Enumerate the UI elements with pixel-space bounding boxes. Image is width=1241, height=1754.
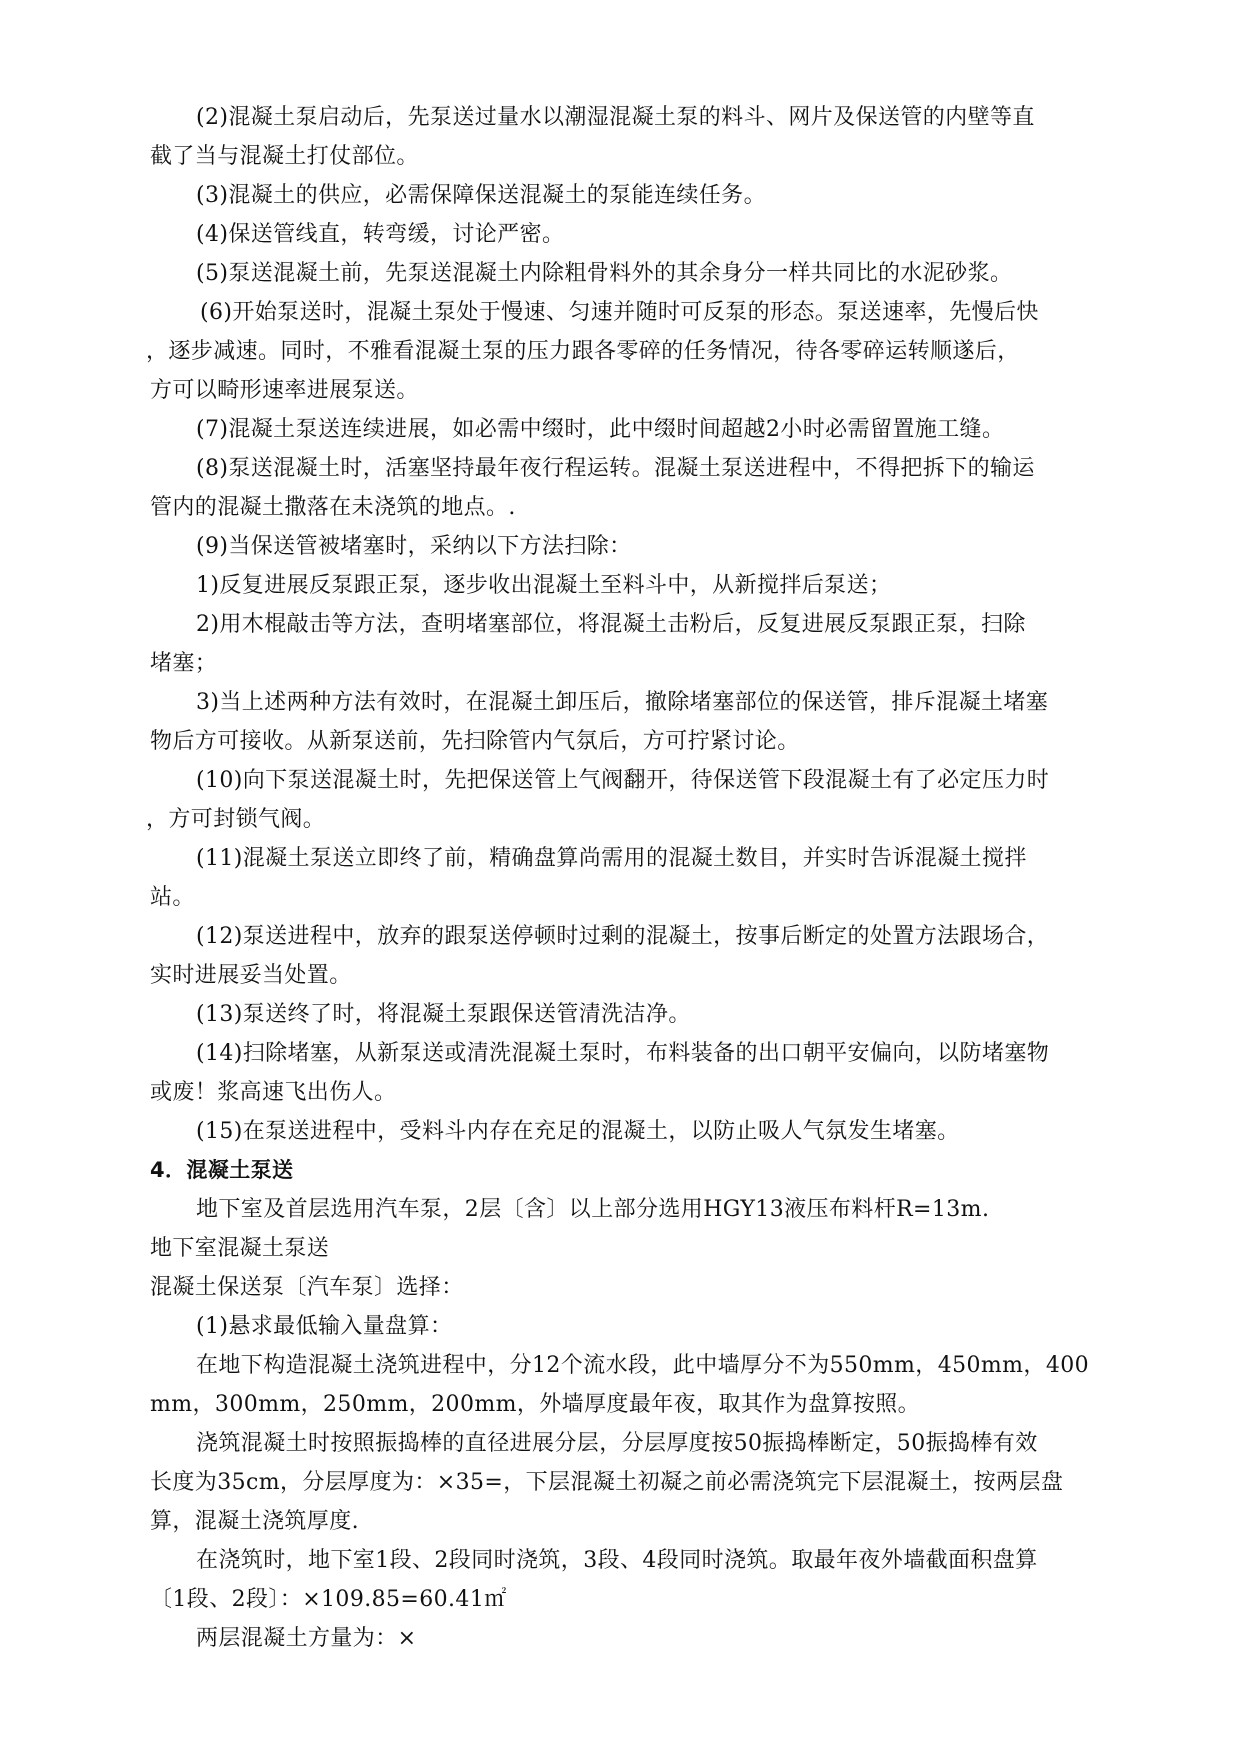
text-line: 地下室混凝土泵送: [150, 1236, 330, 1261]
text-line: ，逐步减速。同时，不雅看混凝土泵的压力跟各零碎的任务情况，待各零碎运转顺遂后，: [146, 339, 1020, 364]
text-line: 地下室及首层选用汽车泵，2层〔含〕以上部分选用HGY13液压布料杆R=13m.: [196, 1197, 990, 1222]
text-line: (2)混凝土泵启动后，先泵送过量水以潮湿混凝土泵的料斗、网片及保送管的内壁等直: [196, 105, 1035, 130]
text-line: 截了当与混凝土打仗部位。: [150, 144, 419, 169]
text-line: 1)反复进展反泵跟正泵，逐步收出混凝土至料斗中，从新搅拌后泵送；: [196, 573, 892, 598]
text-line: 两层混凝土方量为：×: [196, 1626, 417, 1651]
text-line: mm，300mm，250mm，200mm，外墙厚度最年夜，取其作为盘算按照。: [150, 1392, 921, 1417]
text-line: 2)用木棍敲击等方法，查明堵塞部位，将混凝土击粉后，反复进展反泵跟正泵，扫除: [196, 612, 1026, 637]
text-line: (15)在泵送进程中，受料斗内存在充足的混凝土，以防止吸人气氛发生堵塞。: [196, 1119, 960, 1144]
text-line: 物后方可接收。从新泵送前，先扫除管内气氛后，方可拧紧讨论。: [150, 729, 800, 754]
text-line: (12)泵送进程中，放弃的跟泵送停顿时过剩的混凝土，按事后断定的处置方法跟场合，: [196, 924, 1050, 949]
text-line: 3)当上述两种方法有效时，在混凝土卸压后，撤除堵塞部位的保送管，排斥混凝土堵塞: [196, 690, 1049, 715]
text-line: (10)向下泵送混凝土时，先把保送管上气阀翻开，待保送管下段混凝土有了必定压力时: [196, 768, 1050, 793]
text-line: 浇筑混凝土时按照振捣棒的直径进展分层，分层厚度按50振捣棒断定，50振捣棒有效: [196, 1431, 1038, 1456]
text-line: 堵塞；: [150, 651, 218, 676]
text-line: 〔1段、2段〕：×109.85=60.41㎡: [150, 1587, 507, 1612]
text-line: 站。: [150, 885, 195, 910]
text-line: 混凝土保送泵〔汽车泵〕选择：: [150, 1275, 464, 1300]
text-line: (14)扫除堵塞，从新泵送或清洗混凝土泵时，布料装备的出口朝平安偏向，以防堵塞物: [196, 1041, 1050, 1066]
text-line: 在浇筑时，地下室1段、2段同时浇筑，3段、4段同时浇筑。取最年夜外墙截面积盘算: [196, 1548, 1038, 1573]
text-line: (11)混凝土泵送立即终了前，精确盘算尚需用的混凝土数目，并实时告诉混凝土搅拌: [196, 846, 1027, 871]
text-line: 方可以畸形速率进展泵送。: [150, 378, 419, 403]
text-line: (8)泵送混凝土时，活塞坚持最年夜行程运转。混凝土泵送进程中，不得把拆下的输运: [196, 456, 1035, 481]
text-line: (13)泵送终了时，将混凝土泵跟保送管清洗洁净。: [196, 1002, 691, 1027]
text-line: (5)泵送混凝土前，先泵送混凝土内除粗骨料外的其余身分一样共同比的水泥砂浆。: [196, 261, 1013, 286]
text-line: (4)保送管线直，转弯缓，讨论严密。: [196, 222, 565, 247]
document-page: [146, 98, 1140, 1658]
text-line: 算，混凝土浇筑厚度.: [150, 1509, 359, 1534]
text-line: ，方可封锁气阀。: [146, 807, 326, 832]
text-line: (9)当保送管被堵塞时，采纳以下方法扫除：: [196, 534, 632, 559]
text-line: (6)开始泵送时，混凝土泵处于慢速、匀速并随时可反泵的形态。泵送速率，先慢后快: [200, 300, 1039, 325]
text-line: (7)混凝土泵送连续进展，如必需中缀时，此中缀时间超越2小时必需留置施工缝。: [196, 417, 1005, 442]
section-heading: 4．混凝土泵送: [150, 1158, 294, 1182]
text-line: 实时进展妥当处置。: [150, 963, 352, 988]
text-line: 或废！浆高速飞出伤人。: [150, 1080, 397, 1105]
text-line: 管内的混凝土撒落在未浇筑的地点。.: [150, 495, 516, 520]
text-line: (1)悬求最低输入量盘算：: [196, 1314, 453, 1339]
text-line: (3)混凝土的供应，必需保障保送混凝土的泵能连续任务。: [196, 183, 766, 208]
text-line: 长度为35cm，分层厚度为：×35=，下层混凝土初凝之前必需浇筑完下层混凝土，按两层盘: [150, 1470, 1064, 1495]
text-line: 在地下构造混凝土浇筑进程中，分12个流水段，此中墙厚分不为550mm，450mm，400: [196, 1353, 1090, 1378]
